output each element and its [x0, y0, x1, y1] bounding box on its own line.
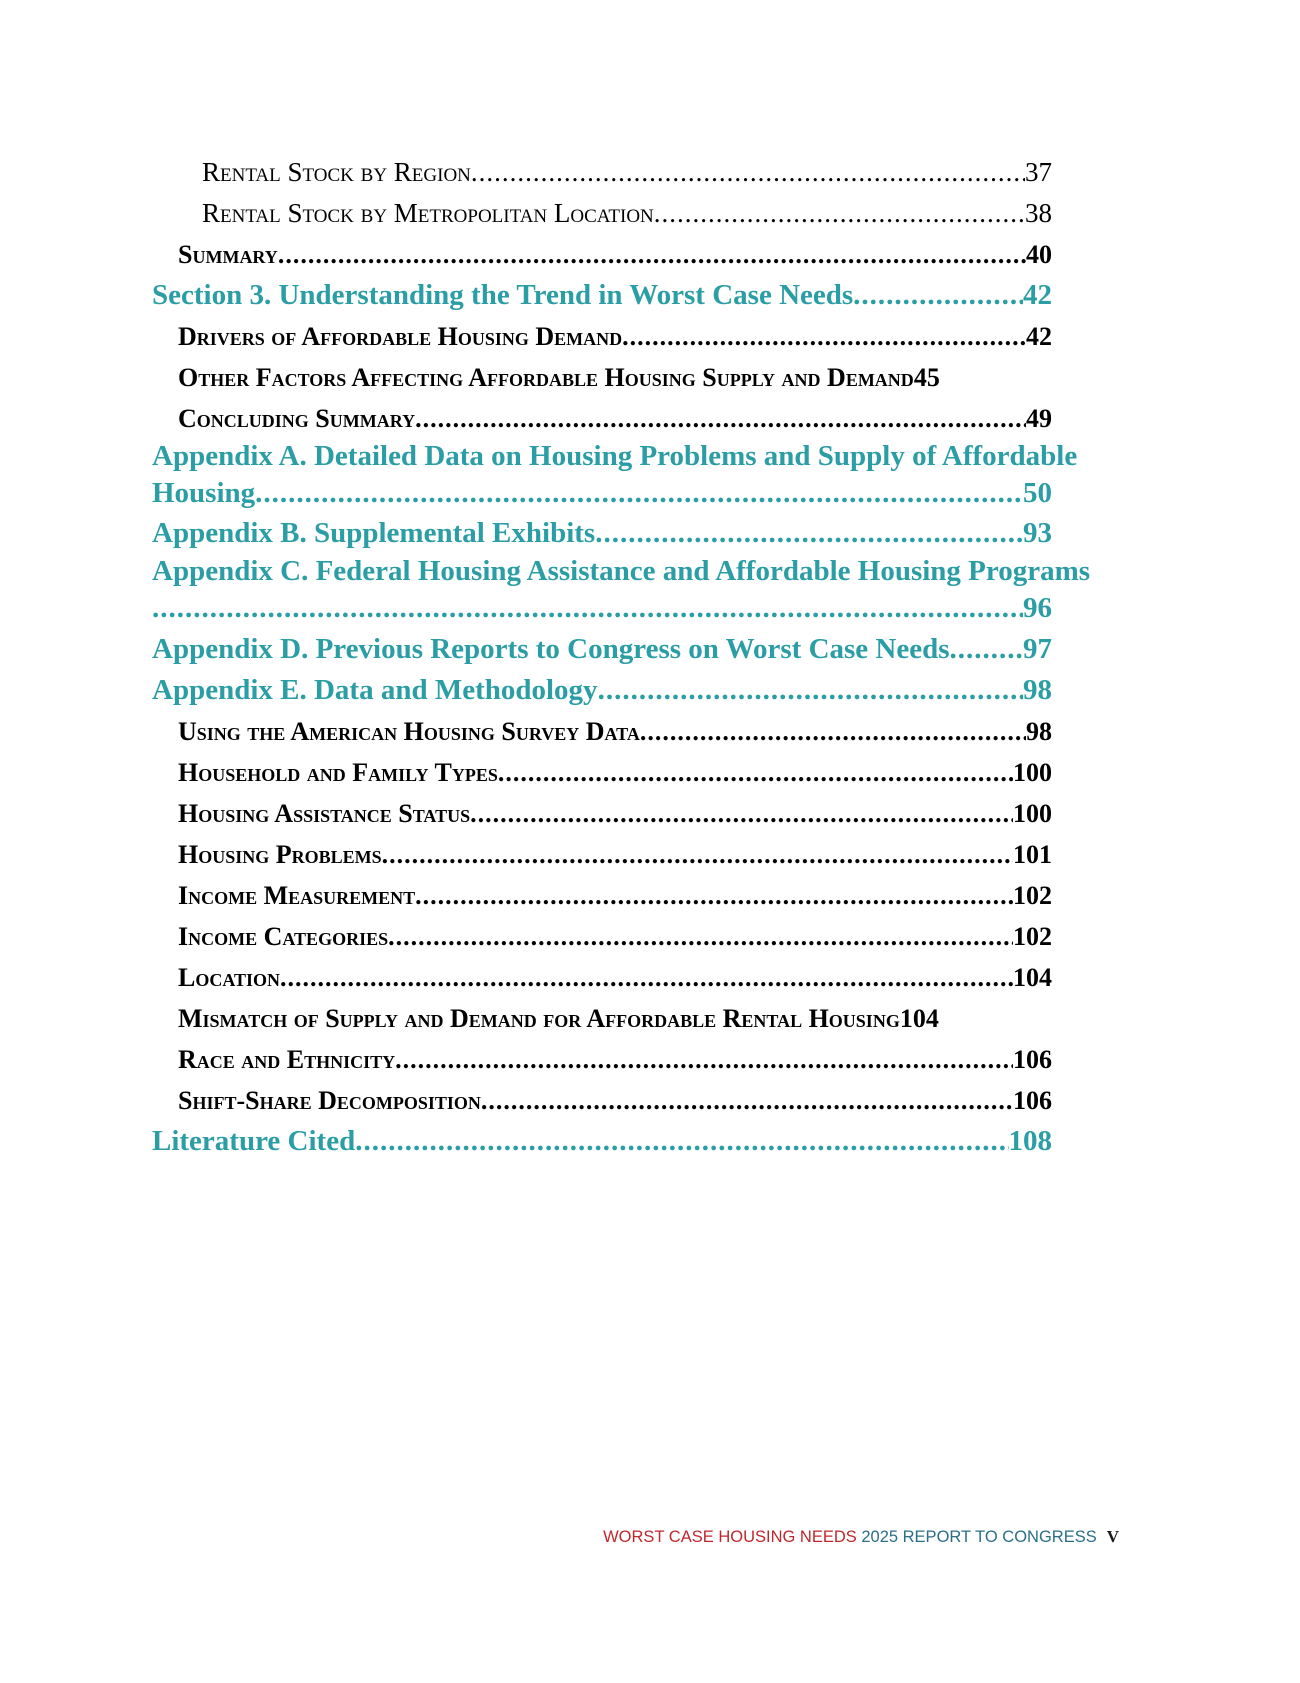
toc-entry-rental-stock-region[interactable] — [202, 152, 1052, 193]
toc-entry-label-line1: Appendix A. Detailed Data on Housing Problems and Supply of Affordable — [152, 440, 1078, 472]
dot-leader — [415, 398, 1026, 439]
toc-entry-label: Summary — [178, 240, 278, 269]
toc-entry-income-measurement[interactable] — [178, 875, 1052, 916]
toc-page-number: 104 — [899, 1004, 939, 1033]
toc-page-number: 42 — [1026, 322, 1052, 351]
toc-entry-label: Appendix C. Federal Housing Assistance and Affordable Housing Programs — [152, 555, 1091, 587]
dot-leader — [278, 234, 1026, 275]
toc-page-number: 96 — [1023, 592, 1052, 624]
dot-leader — [622, 316, 1026, 357]
toc-entry-literature-cited[interactable] — [152, 1121, 1052, 1162]
dot-leader — [388, 916, 1013, 957]
toc-page-number: 106 — [1013, 1086, 1052, 1115]
dot-leader — [950, 629, 1023, 670]
toc-entry-label: Drivers of Affordable Housing Demand — [178, 322, 623, 351]
toc-page-number: 102 — [1013, 922, 1052, 951]
toc-entry-label: Concluding Summary — [178, 404, 416, 433]
toc-entry-label: Location — [178, 963, 281, 992]
toc-entry-label: Other Factors Affecting Affordable Housing Supply and Demand — [178, 363, 914, 392]
table-of-contents — [152, 152, 1102, 1162]
toc-entry-label: Shift-Share Decomposition — [178, 1086, 481, 1115]
dot-leader — [415, 875, 1013, 916]
toc-entry-appendix-e[interactable] — [152, 670, 1052, 711]
toc-page-number: 38 — [1025, 198, 1052, 228]
toc-entry-rental-stock-metro[interactable] — [202, 193, 1052, 234]
toc-page-number: 37 — [1025, 157, 1052, 187]
footer-report-year: 2025 REPORT TO CONGRESS — [856, 1528, 1097, 1546]
dot-leader — [640, 711, 1026, 752]
toc-entry-housing-problems[interactable] — [178, 834, 1052, 875]
dot-leader — [595, 513, 1023, 554]
dot-leader — [255, 473, 1023, 513]
toc-page-number: 98 — [1023, 674, 1052, 706]
dot-leader — [853, 275, 1023, 316]
toc-entry-label: Appendix E. Data and Methodology — [152, 674, 598, 706]
toc-entry-label: Appendix B. Supplemental Exhibits — [152, 517, 596, 549]
toc-entry-location[interactable] — [178, 957, 1052, 998]
toc-entry-other-factors[interactable] — [178, 357, 1074, 398]
toc-entry-label: Section 3. Understanding the Trend in Worst Case Needs — [152, 279, 854, 311]
dot-leader — [355, 1121, 1008, 1162]
toc-entry-appendix-c[interactable] — [152, 554, 1091, 629]
toc-page-number: 100 — [1013, 758, 1052, 787]
toc-page-number: 102 — [1013, 881, 1052, 910]
toc-entry-label: Literature Cited — [152, 1125, 356, 1157]
toc-entry-label: Mismatch of Supply and Demand for Affordable Rental Housing — [178, 1004, 900, 1033]
toc-entry-appendix-d[interactable] — [152, 629, 1052, 670]
dot-leader — [382, 834, 1013, 875]
dot-leader — [395, 1039, 1013, 1080]
dot-leader — [498, 752, 1013, 793]
dot-leader — [470, 793, 1013, 834]
dot-leader — [654, 193, 1025, 234]
footer-report-name: WORST CASE HOUSING NEEDS — [603, 1528, 857, 1546]
toc-entry-label: Household and Family Types — [178, 758, 498, 787]
toc-entry-label: Using the American Housing Survey Data — [178, 717, 640, 746]
dot-leader — [471, 152, 1025, 193]
toc-entry-race-ethnicity[interactable] — [178, 1039, 1052, 1080]
toc-entry-appendix-a[interactable] — [152, 439, 1078, 513]
toc-entry-ahs-data[interactable] — [178, 711, 1052, 752]
toc-page-number: 45 — [913, 363, 940, 392]
toc-entry-label: Rental Stock by Metropolitan Location — [202, 198, 654, 228]
toc-entry-appendix-b[interactable] — [152, 513, 1052, 554]
toc-page-number: 50 — [1023, 477, 1052, 509]
toc-entry-drivers[interactable] — [178, 316, 1052, 357]
toc-entry-label: Appendix D. Previous Reports to Congress on Worst Case Needs — [152, 633, 950, 665]
toc-page-number: 49 — [1026, 404, 1052, 433]
toc-entry-household-types[interactable] — [178, 752, 1052, 793]
toc-page-number: 104 — [1013, 963, 1052, 992]
toc-entry-label: Race and Ethnicity — [178, 1045, 396, 1074]
toc-entry-shift-share[interactable] — [178, 1080, 1052, 1121]
toc-entry-label: Housing Problems — [178, 840, 382, 869]
toc-entry-label-line2: Housing — [152, 477, 256, 509]
dot-leader — [152, 588, 1023, 629]
toc-page-number: 98 — [1026, 717, 1052, 746]
toc-entry-mismatch[interactable] — [178, 998, 1074, 1039]
toc-page-number: 42 — [1023, 279, 1052, 311]
toc-entry-label: Income Measurement — [178, 881, 416, 910]
toc-entry-concluding-summary[interactable] — [178, 398, 1052, 439]
toc-entry-label: Income Categories — [178, 922, 389, 951]
page-footer — [603, 1527, 1119, 1547]
toc-entry-label: Housing Assistance Status — [178, 799, 471, 828]
toc-entry-income-categories[interactable] — [178, 916, 1052, 957]
dot-leader — [280, 957, 1013, 998]
toc-page-number: 97 — [1023, 633, 1052, 665]
toc-entry-summary[interactable] — [178, 234, 1052, 275]
toc-page-number: 108 — [1008, 1125, 1052, 1157]
dot-leader — [598, 670, 1023, 711]
toc-entry-assistance-status[interactable] — [178, 793, 1052, 834]
toc-entry-section-3[interactable] — [152, 275, 1052, 316]
toc-page-number: 93 — [1023, 517, 1052, 549]
toc-page-number: 101 — [1013, 840, 1052, 869]
toc-page-number: 100 — [1013, 799, 1052, 828]
footer-page-number: V — [1106, 1527, 1119, 1546]
toc-entry-label: Rental Stock by Region — [202, 157, 471, 187]
dot-leader — [481, 1080, 1013, 1121]
toc-page-number: 40 — [1026, 240, 1052, 269]
toc-page-number: 106 — [1013, 1045, 1052, 1074]
